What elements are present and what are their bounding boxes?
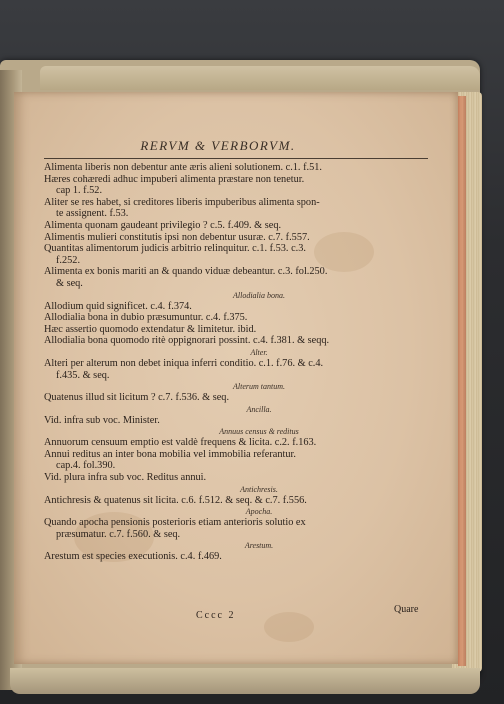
entry-line: Aliter se res habet, si creditores liberis impuberibus alimenta spon- xyxy=(44,196,320,208)
entry-line: Annui reditus an inter bona mobilia vel immobilia referantur. xyxy=(44,448,296,460)
entry-continuation: te assignent. f.53. xyxy=(56,208,129,220)
entry-line: Quantitas alimentorum judicis arbitrio relinquitur. c.1. f.53. c.3. xyxy=(44,243,306,255)
index-entry xyxy=(44,472,434,484)
index-entry xyxy=(44,517,434,540)
entry-line: Allodialia bona in dubio præsumuntur. c.4. f.375. xyxy=(44,312,248,324)
entry-line: Annuorum censuum emptio est valdè frequens & licita. c.2. f.163. xyxy=(44,437,317,449)
section-rubric: Ancilla. xyxy=(246,404,272,414)
entry-line: Quatenus illud sit licitum ? c.7. f.536. & seq. xyxy=(44,392,230,404)
head-rule xyxy=(44,158,428,159)
entry-line: Allodium quid significet. c.4. f.374. xyxy=(44,300,192,312)
section-rubric: Apocha. xyxy=(245,507,273,517)
index-entry xyxy=(44,301,434,313)
entry-line: Alimenta quonam gaudeant privilegio ? c.5. f.409. & seq. xyxy=(44,219,282,231)
entry-line: Alimenta ex bonis mariti an & quando viduæ debeantur. c.3. fol.250. xyxy=(44,266,328,278)
entry-continuation: f.252. xyxy=(56,254,81,266)
section-rubric: Alter. xyxy=(250,347,268,357)
running-head: RERVM & VERBORVM. xyxy=(140,138,296,153)
page-stack-tint xyxy=(458,96,466,666)
entry-line: Arestum est species executionis. c.4. f.469. xyxy=(44,551,222,563)
entry-line: Vid. plura infra sub voc. Reditus annui. xyxy=(44,472,207,484)
index-entry xyxy=(44,266,434,289)
section-rubric: Allodialia bona. xyxy=(233,290,285,300)
index-entry xyxy=(44,358,434,381)
entry-line: Alimenta liberis non debentur ante æris alieni solutionem. c.1. f.51. xyxy=(44,162,322,173)
index-entry xyxy=(44,495,434,507)
index-entry xyxy=(44,232,434,244)
section-rubric: Annuus census & reditus xyxy=(219,427,299,437)
entry-continuation: & seq. xyxy=(56,277,83,289)
index-entry xyxy=(44,551,434,563)
entry-line: Hæc assertio quomodo extendatur & limitetur. ibid. xyxy=(44,323,257,335)
entry-continuation: cap.4. fol.390. xyxy=(56,460,116,472)
entry-line: Alteri per alterum non debet iniqua inferri conditio. c.1. f.76. & c.4. xyxy=(44,357,324,369)
cover-top-edge xyxy=(40,66,480,90)
entry-line: Alimentis mulieri constitutis ipsi non debentur usuræ. c.7. f.557. xyxy=(44,231,310,243)
index-entry xyxy=(44,312,434,324)
index-entry xyxy=(44,324,434,336)
entry-line: Antichresis & quatenus sit licita. c.6. f.512. & seq. & c.7. f.556. xyxy=(44,494,307,506)
entry-line: Allodialia bona quomodo ritè oppignorari possint. c.4. f.381. & seqq. xyxy=(44,335,330,347)
section-rubric: Arestum. xyxy=(244,541,274,551)
index-entry xyxy=(44,162,434,174)
entry-line: Vid. infra sub voc. Minister. xyxy=(44,414,160,426)
section-rubric: Alterum tantum. xyxy=(233,382,285,392)
index-entry xyxy=(44,197,434,220)
index-entry xyxy=(44,392,434,404)
index-content xyxy=(44,162,434,563)
signature-mark: Cccc 2 xyxy=(196,610,236,621)
index-entry xyxy=(44,243,434,266)
index-entry xyxy=(44,220,434,232)
index-entry xyxy=(44,415,434,427)
entry-line: Quando apocha pensionis posterioris etiam anterioris solutio ex xyxy=(44,517,306,529)
entry-continuation: cap 1. f.52. xyxy=(56,185,103,197)
entry-continuation: f.435. & seq. xyxy=(56,369,110,381)
catchword: Quare xyxy=(394,604,419,615)
cover-bottom-edge xyxy=(10,668,480,694)
entry-line: Hæres cohæredi adhuc impuberi alimenta præstare non tenetur. xyxy=(44,173,305,185)
entry-continuation: præsumatur. c.7. f.560. & seq. xyxy=(56,528,181,540)
index-entry xyxy=(44,335,434,347)
index-entry xyxy=(44,437,434,449)
index-entry xyxy=(44,174,434,197)
index-entry xyxy=(44,449,434,472)
section-rubric: Antichresis. xyxy=(240,484,278,494)
